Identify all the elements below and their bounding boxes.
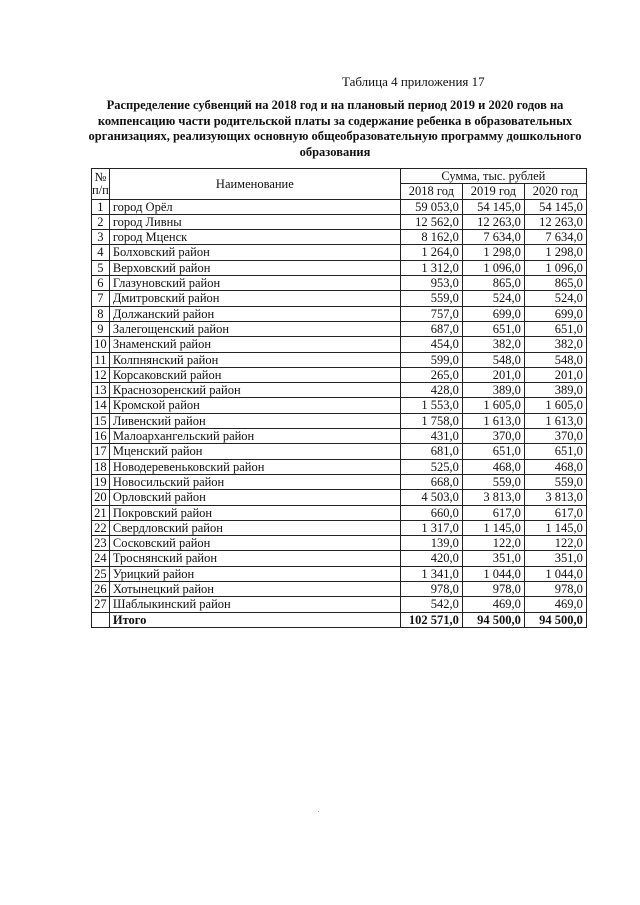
row-name: Покровский район (109, 505, 400, 520)
row-number: 16 (92, 429, 110, 444)
header-number-line1: № (94, 169, 107, 184)
row-value-2019: 1 298,0 (462, 245, 524, 260)
row-value-2018: 1 264,0 (400, 245, 462, 260)
row-value-2018: 953,0 (400, 276, 462, 291)
row-value-2018: 599,0 (400, 352, 462, 367)
table-row (92, 291, 587, 306)
row-number: 7 (92, 291, 110, 306)
row-value-2018: 1 758,0 (400, 413, 462, 428)
row-value-2018: 12 562,0 (400, 214, 462, 229)
row-value-2020: 122,0 (524, 536, 586, 551)
table-row (92, 260, 587, 275)
table-row (92, 520, 587, 535)
row-value-2018: 542,0 (400, 597, 462, 612)
row-number: 13 (92, 383, 110, 398)
row-number: 25 (92, 566, 110, 581)
row-name: Глазуновский район (109, 276, 400, 291)
row-number: 11 (92, 352, 110, 367)
row-name: Троснянский район (109, 551, 400, 566)
row-value-2020: 548,0 (524, 352, 586, 367)
row-number: 1 (92, 199, 110, 214)
row-name: Колпнянский район (109, 352, 400, 367)
table-row (92, 230, 587, 245)
row-number: 8 (92, 306, 110, 321)
row-value-2018: 454,0 (400, 337, 462, 352)
row-value-2018: 681,0 (400, 444, 462, 459)
row-value-2020: 7 634,0 (524, 230, 586, 245)
row-number: 14 (92, 398, 110, 413)
row-name: Хотынецкий район (109, 582, 400, 597)
row-value-2020: 389,0 (524, 383, 586, 398)
header-year-2019: 2019 год (462, 184, 524, 199)
row-value-2020: 524,0 (524, 291, 586, 306)
row-value-2019: 7 634,0 (462, 230, 524, 245)
table-row (92, 551, 587, 566)
row-number: 17 (92, 444, 110, 459)
document-title: Распределение субвенций на 2018 год и на плановый период 2019 и 2020 годов на компенсацию части родительской платы за содержание ребенка в образовательных организациях, реализующих основную общеобразовательную программу дошкольного образования (88, 98, 582, 159)
table-row (92, 245, 587, 260)
row-value-2020: 370,0 (524, 429, 586, 444)
row-name: Краснозоренский район (109, 383, 400, 398)
row-name: Новосильский район (109, 474, 400, 489)
row-value-2019: 122,0 (462, 536, 524, 551)
row-value-2019: 1 096,0 (462, 260, 524, 275)
row-value-2019: 201,0 (462, 367, 524, 382)
row-value-2019: 469,0 (462, 597, 524, 612)
row-value-2020: 1 145,0 (524, 520, 586, 535)
row-name: город Ливны (109, 214, 400, 229)
row-value-2019: 651,0 (462, 444, 524, 459)
row-number: 20 (92, 490, 110, 505)
row-name: Залегощенский район (109, 321, 400, 336)
row-value-2020: 12 263,0 (524, 214, 586, 229)
row-name: Орловский район (109, 490, 400, 505)
row-value-2018: 431,0 (400, 429, 462, 444)
row-value-2020: 699,0 (524, 306, 586, 321)
row-value-2019: 351,0 (462, 551, 524, 566)
total-value-2018: 102 571,0 (400, 612, 462, 627)
row-value-2020: 1 605,0 (524, 398, 586, 413)
row-value-2018: 687,0 (400, 321, 462, 336)
row-number: 4 (92, 245, 110, 260)
table-row (92, 429, 587, 444)
table-row (92, 490, 587, 505)
row-number: 5 (92, 260, 110, 275)
row-value-2019: 524,0 (462, 291, 524, 306)
table-row (92, 566, 587, 581)
row-value-2020: 1 613,0 (524, 413, 586, 428)
table-body (92, 199, 587, 627)
row-value-2020: 201,0 (524, 367, 586, 382)
row-value-2020: 865,0 (524, 276, 586, 291)
row-value-2018: 978,0 (400, 582, 462, 597)
row-value-2019: 468,0 (462, 459, 524, 474)
row-value-2018: 1 312,0 (400, 260, 462, 275)
row-name: Верховский район (109, 260, 400, 275)
table-row (92, 398, 587, 413)
row-value-2020: 617,0 (524, 505, 586, 520)
total-name: Итого (109, 612, 400, 627)
row-number: 24 (92, 551, 110, 566)
row-value-2020: 3 813,0 (524, 490, 586, 505)
row-value-2020: 978,0 (524, 582, 586, 597)
row-number: 26 (92, 582, 110, 597)
row-number: 12 (92, 367, 110, 382)
row-value-2020: 651,0 (524, 321, 586, 336)
table-row (92, 367, 587, 382)
row-value-2020: 559,0 (524, 474, 586, 489)
total-number (92, 612, 110, 627)
row-value-2018: 757,0 (400, 306, 462, 321)
row-name: Ливенский район (109, 413, 400, 428)
header-year-2020: 2020 год (524, 184, 586, 199)
table-row (92, 337, 587, 352)
row-number: 3 (92, 230, 110, 245)
header-number (92, 169, 110, 200)
table-row (92, 276, 587, 291)
table-row (92, 582, 587, 597)
table-row (92, 597, 587, 612)
row-name: Знаменский район (109, 337, 400, 352)
row-number: 27 (92, 597, 110, 612)
row-name: город Орёл (109, 199, 400, 214)
row-value-2019: 978,0 (462, 582, 524, 597)
row-value-2018: 668,0 (400, 474, 462, 489)
row-number: 23 (92, 536, 110, 551)
row-value-2020: 468,0 (524, 459, 586, 474)
row-value-2018: 1 317,0 (400, 520, 462, 535)
row-value-2020: 351,0 (524, 551, 586, 566)
table-row (92, 199, 587, 214)
total-value-2019: 94 500,0 (462, 612, 524, 627)
table-row (92, 306, 587, 321)
header-name: Наименование (109, 169, 400, 200)
row-value-2020: 54 145,0 (524, 199, 586, 214)
total-value-2020: 94 500,0 (524, 612, 586, 627)
scan-speck (318, 811, 319, 812)
row-value-2018: 59 053,0 (400, 199, 462, 214)
row-value-2020: 382,0 (524, 337, 586, 352)
table-row (92, 413, 587, 428)
row-number: 22 (92, 520, 110, 535)
row-number: 9 (92, 321, 110, 336)
row-value-2019: 617,0 (462, 505, 524, 520)
row-value-2018: 139,0 (400, 536, 462, 551)
subsidy-table (91, 168, 587, 628)
table-header-row (92, 169, 587, 184)
row-name: Болховский район (109, 245, 400, 260)
row-value-2019: 389,0 (462, 383, 524, 398)
row-value-2020: 469,0 (524, 597, 586, 612)
table-row (92, 536, 587, 551)
row-value-2019: 1 044,0 (462, 566, 524, 581)
header-year-2018: 2018 год (400, 184, 462, 199)
row-value-2018: 428,0 (400, 383, 462, 398)
row-value-2019: 651,0 (462, 321, 524, 336)
table-row (92, 214, 587, 229)
table-row (92, 383, 587, 398)
row-value-2018: 1 341,0 (400, 566, 462, 581)
row-number: 15 (92, 413, 110, 428)
row-name: город Мценск (109, 230, 400, 245)
table-row (92, 474, 587, 489)
row-name: Малоархангельский район (109, 429, 400, 444)
row-value-2019: 1 605,0 (462, 398, 524, 413)
total-row (92, 612, 587, 627)
row-value-2018: 559,0 (400, 291, 462, 306)
row-value-2020: 1 096,0 (524, 260, 586, 275)
row-name: Мценский район (109, 444, 400, 459)
row-number: 21 (92, 505, 110, 520)
row-value-2019: 548,0 (462, 352, 524, 367)
row-value-2018: 525,0 (400, 459, 462, 474)
table-row (92, 444, 587, 459)
header-number-line2: п/п (92, 182, 109, 197)
row-value-2019: 699,0 (462, 306, 524, 321)
row-value-2020: 651,0 (524, 444, 586, 459)
row-value-2020: 1 044,0 (524, 566, 586, 581)
row-name: Корсаковский район (109, 367, 400, 382)
row-name: Урицкий район (109, 566, 400, 581)
row-value-2018: 420,0 (400, 551, 462, 566)
row-number: 2 (92, 214, 110, 229)
row-value-2019: 12 263,0 (462, 214, 524, 229)
row-value-2019: 54 145,0 (462, 199, 524, 214)
row-number: 10 (92, 337, 110, 352)
header-sum: Сумма, тыс. рублей (400, 169, 586, 184)
row-name: Сосковский район (109, 536, 400, 551)
table-row (92, 459, 587, 474)
row-name: Шаблыкинский район (109, 597, 400, 612)
table-row (92, 505, 587, 520)
row-name: Свердловский район (109, 520, 400, 535)
row-value-2019: 382,0 (462, 337, 524, 352)
row-number: 18 (92, 459, 110, 474)
row-value-2019: 3 813,0 (462, 490, 524, 505)
row-name: Должанский район (109, 306, 400, 321)
appendix-label: Таблица 4 приложения 17 (342, 74, 485, 89)
row-number: 19 (92, 474, 110, 489)
row-name: Кромской район (109, 398, 400, 413)
row-name: Дмитровский район (109, 291, 400, 306)
row-value-2019: 1 145,0 (462, 520, 524, 535)
row-value-2018: 4 503,0 (400, 490, 462, 505)
row-name: Новодеревеньковский район (109, 459, 400, 474)
row-value-2019: 865,0 (462, 276, 524, 291)
row-value-2018: 8 162,0 (400, 230, 462, 245)
row-value-2018: 1 553,0 (400, 398, 462, 413)
row-number: 6 (92, 276, 110, 291)
row-value-2019: 1 613,0 (462, 413, 524, 428)
table-row (92, 321, 587, 336)
row-value-2020: 1 298,0 (524, 245, 586, 260)
row-value-2018: 660,0 (400, 505, 462, 520)
row-value-2019: 559,0 (462, 474, 524, 489)
row-value-2019: 370,0 (462, 429, 524, 444)
row-value-2018: 265,0 (400, 367, 462, 382)
table-row (92, 352, 587, 367)
